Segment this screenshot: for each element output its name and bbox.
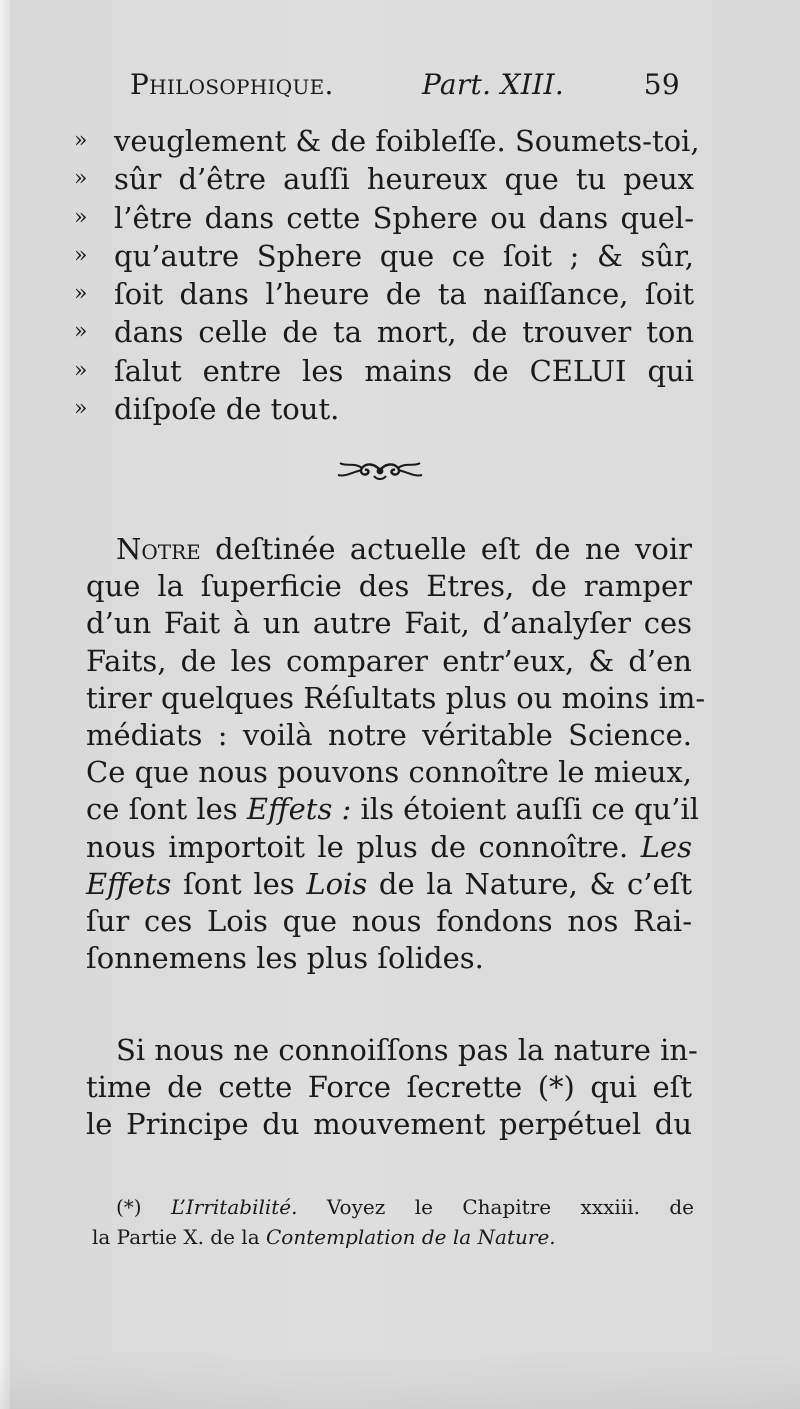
quote-line (74, 352, 694, 390)
quote-text: l’être dans cette Sphere ou dans quel- (114, 200, 694, 235)
guillemet: » (74, 281, 88, 307)
text-segment: Voyez le Chapitre xxxiii. de (297, 1195, 694, 1219)
guillemet: » (74, 357, 88, 383)
fleuron-ornament-icon (330, 455, 430, 485)
italic-term: L’Irritabilité. (171, 1195, 298, 1219)
quote-text: ſalut entre les mains de CELUI qui (114, 353, 694, 388)
footnote-marker: (*) (116, 1195, 142, 1219)
guillemet: » (74, 242, 88, 268)
italic-term: Lois (306, 866, 368, 901)
quote-line (74, 390, 694, 428)
text-line (86, 791, 700, 828)
page-number: 59 (643, 68, 680, 101)
text-line: Ce que nous pouvons connoître le mieux, (86, 755, 692, 790)
quote-text: ſoit dans l’heure de ta naiſſance, ſoit (114, 277, 694, 312)
text-line (86, 866, 692, 903)
text-line: d’un Fait à un autre Fait, d’analyſer ces (86, 606, 692, 641)
text-line: ſur ces Lois que nous fondons nos Rai- (86, 903, 692, 938)
page-edge (0, 0, 10, 1409)
text-line: Si nous ne connoiſſons pas la nature in- (116, 1033, 698, 1067)
page-shadow (0, 1349, 800, 1409)
guillemet: » (74, 128, 88, 153)
running-title: Philosophique. (130, 68, 334, 101)
quote-text: sûr d’être auſſi heureux que tu peux (114, 162, 694, 197)
text-segment: ſont les (171, 866, 307, 901)
text-line: ſonnemens les plus ſolides. (86, 941, 484, 976)
footnote-line (92, 1222, 694, 1252)
quote-line (74, 122, 700, 160)
text-line (86, 531, 692, 568)
footnote (92, 1192, 694, 1252)
quote-line (74, 199, 694, 237)
running-header (130, 68, 680, 108)
footnote-line (92, 1192, 694, 1222)
quote-line (74, 313, 694, 351)
quote-text: veuglement & de foibleſſe. Soumets-toi, (114, 124, 700, 158)
guillemet: » (74, 319, 88, 345)
quote-line (74, 237, 694, 275)
quote-text: qu’autre Sphere que ce ſoit ; & sûr, (114, 238, 694, 273)
paragraph-si-nous (86, 1032, 698, 1144)
text-line: que la ſuperficie des Etres, de ramper (86, 569, 692, 604)
text-segment: de la Nature, & c’eſt (367, 866, 692, 901)
part-label: Part. XIII. (422, 68, 565, 101)
opening-word: Notre (116, 532, 201, 566)
text-line (86, 829, 692, 866)
paragraph-notre-destinee (86, 531, 706, 977)
italic-term: Les (640, 829, 692, 864)
text-line: médiats : voilà notre véritable Science. (86, 717, 692, 752)
quote-text: diſpoſe de tout. (114, 392, 340, 427)
italic-term: Effets (86, 866, 172, 901)
text-segment: ce ſont les (86, 792, 247, 827)
quote-text: dans celle de ta mort, de trouver ton (114, 315, 694, 350)
text-segment: nous importoit le plus de connoître. (86, 829, 641, 864)
text-segment: la Partie X. de la (92, 1225, 266, 1249)
text-segment: ils étoient auſſi ce qu’il (351, 792, 700, 827)
text-line: tirer quelques Réſultats plus ou moins im- (86, 680, 706, 715)
italic-term: Effets : (246, 792, 352, 827)
text-segment: deſtinée actuelle eſt de ne voir (200, 532, 692, 566)
italic-title: Contemplation de la Nature. (265, 1225, 556, 1249)
text-line: le Principe du mouvement perpétuel du (86, 1107, 692, 1142)
guillemet: » (74, 204, 88, 230)
quote-line (74, 275, 694, 313)
guillemet: » (74, 166, 88, 192)
guillemet: » (74, 396, 88, 422)
text-line: Faits, de les comparer entr’eux, & d’en (86, 643, 692, 678)
quoted-passage (74, 122, 700, 428)
text-line: time de cette Force ſecrette (*) qui eſt (86, 1070, 692, 1105)
quote-line (74, 160, 694, 198)
